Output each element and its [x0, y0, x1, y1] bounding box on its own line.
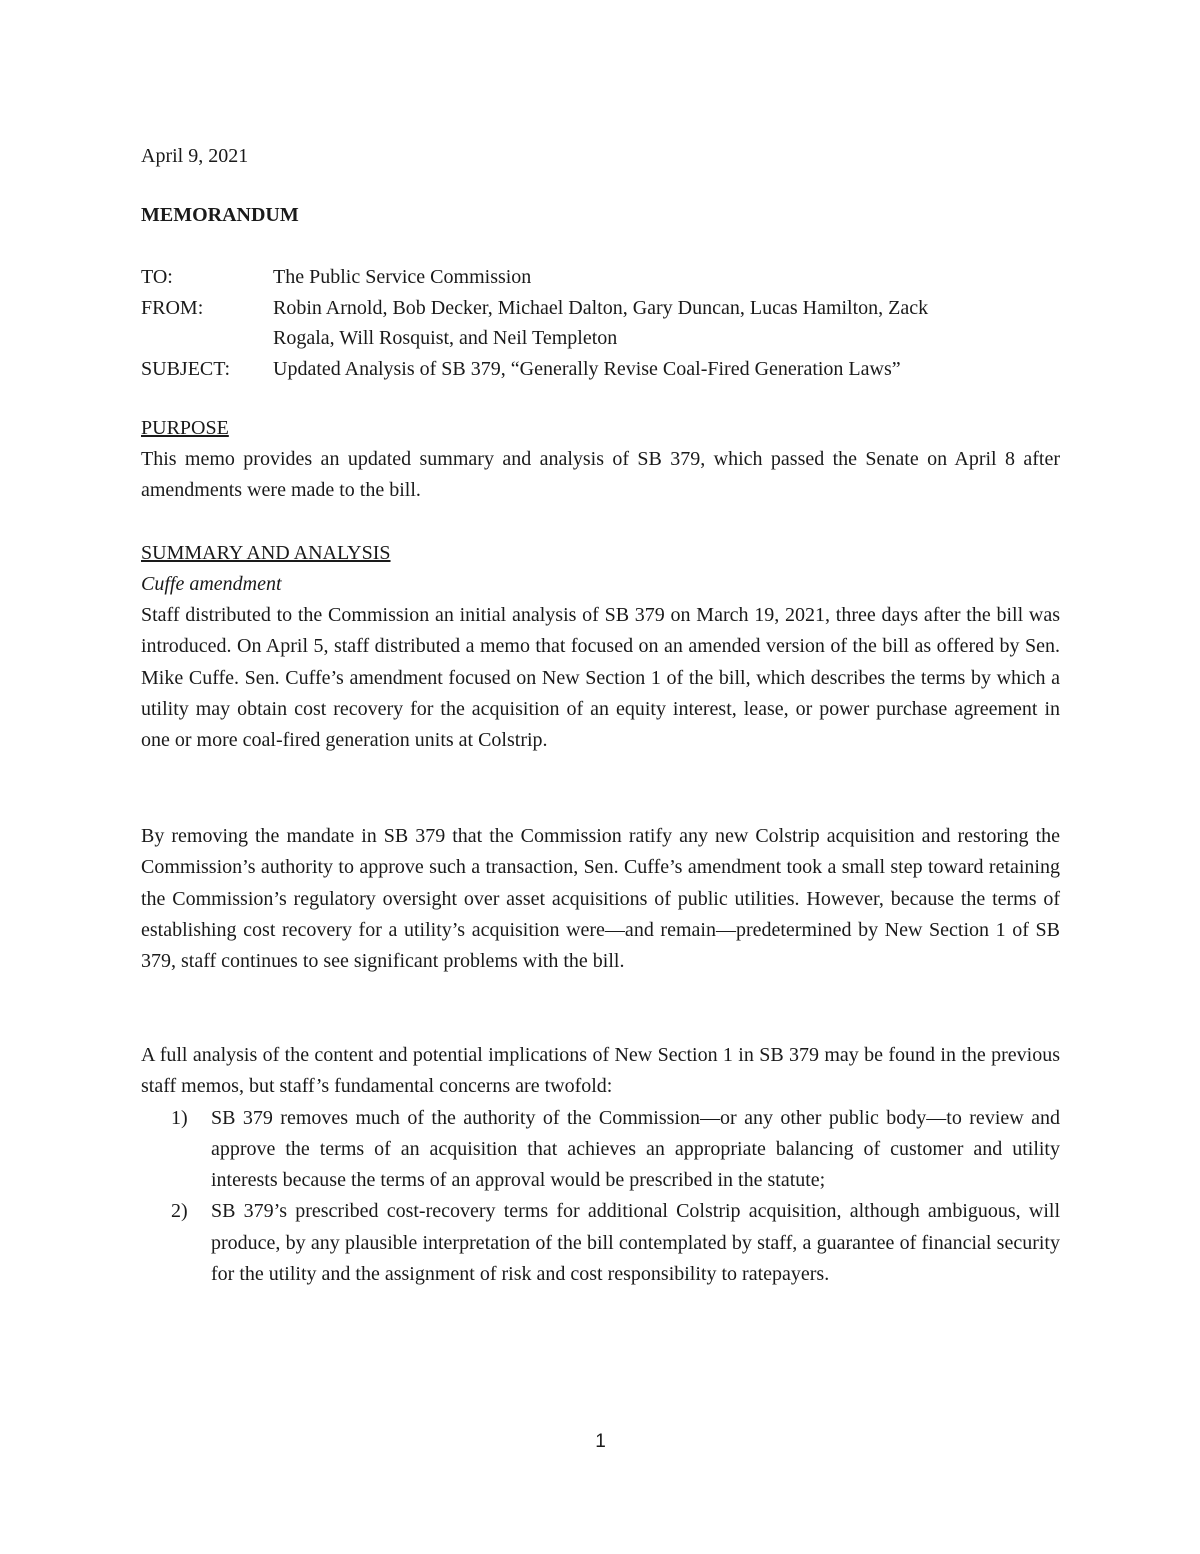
purpose-text: This memo provides an updated summary and analysis of SB 379, which passed the Senate on April 8 after amendments were made to the bill. [141, 448, 1060, 502]
cuffe-amendment-subheading: Cuffe amendment [141, 573, 282, 595]
concerns-list [141, 1103, 1060, 1291]
to-row [141, 262, 1060, 293]
summary-section [141, 538, 1060, 756]
list-item [141, 1196, 1060, 1290]
summary-paragraph-2-block [141, 821, 1060, 977]
memo-header [141, 262, 1060, 384]
from-value [273, 293, 1060, 354]
from-row [141, 293, 1060, 354]
summary-paragraph-1: Staff distributed to the Commission an initial analysis of SB 379 on March 19, 2021, three days after the bill was introduced. On April 5, staff distributed a memo that focused on an amended version of the bill as offered by Sen. Mike Cuffe. Sen. Cuffe’s amendment focused on New Section 1 of the bill, which describes the terms by which a utility may obtain cost recovery for the acquisition of an equity interest, lease, or power purchase agreement in one or more coal-fired generation units at Colstrip. [141, 604, 1060, 752]
summary-paragraph-2: By removing the mandate in SB 379 that the Commission ratify any new Colstrip acquisition and restoring the Commission’s authority to approve such a transaction, Sen. Cuffe’s amendment took a small step toward retaining the Commission’s regulatory oversight over asset acquisitions of public utilities. However, because the terms of establishing cost recovery for a utility’s acquisition were—and remain—predetermined by New Section 1 of SB 379, staff continues to see significant problems with the bill. [141, 825, 1060, 973]
purpose-heading: PURPOSE [141, 417, 229, 439]
to-value: The Public Service Commission [273, 266, 532, 288]
summary-paragraph-3-block [141, 1040, 1060, 1290]
to-label: TO: [141, 266, 173, 288]
summary-paragraph-3: A full analysis of the content and potential implications of New Section 1 in SB 379 may be found in the previous staff memos, but staff’s fundamental concerns are twofold: [141, 1044, 1060, 1098]
list-item [141, 1103, 1060, 1197]
list-item-text: SB 379 removes much of the authority of the Commission—or any other public body—to review and approve the terms of an acquisition that achieves an appropriate balancing of customer and utility interests because the terms of an approval would be prescribed in the statute; [211, 1106, 1060, 1192]
list-item-number: 2) [171, 1200, 188, 1223]
subject-label: SUBJECT: [141, 357, 231, 380]
from-value-line1: Robin Arnold, Bob Decker, Michael Dalton, Gary Duncan, Lucas Hamilton, Zack [273, 296, 929, 319]
from-value-line2: Rogala, Will Rosquist, and Neil Templeton [273, 327, 618, 349]
from-label: FROM: [141, 296, 204, 319]
list-item-text: SB 379’s prescribed cost-recovery terms for additional Colstrip acquisition, although ambiguous, will produce, by any plausible interpretation of the bill contemplated by staff, a guarantee of financial security for the utility and the assignment of risk and cost responsibility to ratepayers. [211, 1200, 1060, 1286]
page-number: 1 [595, 1431, 606, 1452]
list-item-number: 1) [171, 1106, 188, 1129]
summary-heading: SUMMARY AND ANALYSIS [141, 542, 391, 564]
purpose-section [141, 413, 1060, 507]
memo-date: April 9, 2021 [141, 145, 249, 167]
memo-title: MEMORANDUM [141, 204, 299, 226]
subject-value: Updated Analysis of SB 379, “Generally Revise Coal-Fired Generation Laws” [273, 357, 901, 380]
subject-row [141, 354, 1060, 385]
